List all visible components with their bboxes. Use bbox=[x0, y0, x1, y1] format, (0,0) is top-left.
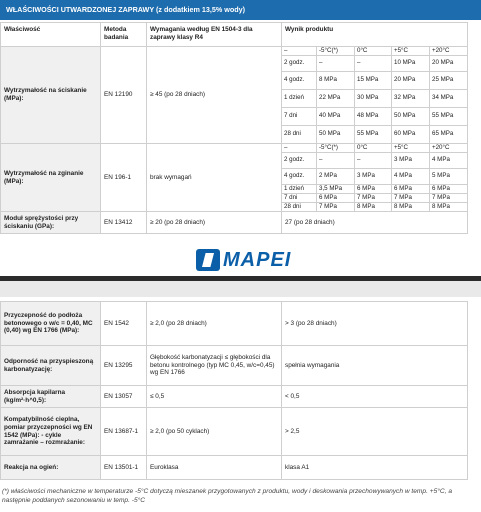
value-cell: 60 MPa bbox=[392, 126, 430, 144]
time-cell: 4 godz. bbox=[282, 72, 317, 90]
value-cell: 10 MPa bbox=[392, 56, 430, 72]
requirement-carbonation: Głębokość karbonatyzacji ≤ głębokości dla betonu kontrolnego (typ MC 0,45, w/c=0,45) wg EN 1766 bbox=[147, 346, 282, 386]
value-cell: 5 MPa bbox=[430, 169, 468, 185]
time-cell: 2 godz. bbox=[282, 56, 317, 72]
result-thermal: > 2,5 bbox=[282, 408, 468, 456]
temp-cell: +20°C bbox=[430, 144, 468, 153]
footnote: (*) właściwości mechaniczne w temperaturze -5°C dotyczą mieszanek przygotowanych z produktu, wody i deskowania przechowywanych w temp. +5°C, a następnie poddanych sezonowaniu w temp. -5°C bbox=[2, 488, 452, 504]
value-cell: – bbox=[355, 56, 392, 72]
value-cell: 6 MPa bbox=[317, 194, 355, 203]
value-cell: 3 MPa bbox=[355, 169, 392, 185]
temp-cell: -5°C(*) bbox=[317, 47, 355, 56]
value-cell: – bbox=[355, 153, 392, 169]
col-header-requirement: Wymagania według EN 1504-3 dla zaprawy klasy R4 bbox=[147, 23, 282, 47]
time-cell: 1 dzień bbox=[282, 90, 317, 108]
value-cell: – bbox=[317, 56, 355, 72]
temp-cell: -5°C(*) bbox=[317, 144, 355, 153]
value-cell: 30 MPa bbox=[355, 90, 392, 108]
value-cell: 4 MPa bbox=[430, 153, 468, 169]
property-adhesion: Przyczepność do podłoża betonowego o w/c = 0,40, MC (0,40) wg EN 1766 (MPa): bbox=[1, 302, 101, 346]
result-adhesion: > 3 (po 28 dniach) bbox=[282, 302, 468, 346]
col-header-property: Właściwość bbox=[1, 23, 101, 47]
value-cell: 7 MPa bbox=[392, 194, 430, 203]
requirement-capillary: ≤ 0,5 bbox=[147, 386, 282, 408]
mapei-logo-text: MAPEI bbox=[223, 249, 292, 271]
value-cell: 8 MPa bbox=[355, 203, 392, 212]
mapei-logo-mark-icon bbox=[196, 249, 220, 271]
property-carbonation: Odporność na przyspieszoną karbonatyzację: bbox=[1, 346, 101, 386]
property-capillary: Absorpcja kapilarna (kg/m²·h^0,5): bbox=[1, 386, 101, 408]
section-header-bar bbox=[0, 0, 481, 20]
property-thermal: Kompatybilność cieplna, pomiar przyczepności wg EN 1542 (MPa): - cykle zamrażanie – rozmrażanie: bbox=[1, 408, 101, 456]
value-cell: 7 MPa bbox=[317, 203, 355, 212]
temp-cell: +5°C bbox=[392, 144, 430, 153]
value-cell: 3,5 MPa bbox=[317, 185, 355, 194]
requirement-thermal: ≥ 2,0 (po 50 cyklach) bbox=[147, 408, 282, 456]
result-carbonation: spełnia wymagania bbox=[282, 346, 468, 386]
value-cell: 6 MPa bbox=[430, 185, 468, 194]
value-cell: 7 MPa bbox=[430, 194, 468, 203]
result-modulus: 27 (po 28 dniach) bbox=[282, 212, 468, 234]
value-cell: – bbox=[317, 153, 355, 169]
temp-cell: 0°C bbox=[355, 47, 392, 56]
value-cell: 32 MPa bbox=[392, 90, 430, 108]
mapei-logo bbox=[196, 248, 291, 272]
value-cell: 48 MPa bbox=[355, 108, 392, 126]
value-cell: 50 MPa bbox=[317, 126, 355, 144]
requirement-compressive: ≥ 45 (po 28 dniach) bbox=[147, 47, 282, 144]
result-capillary: < 0,5 bbox=[282, 386, 468, 408]
result-fire: klasa A1 bbox=[282, 456, 468, 480]
property-flexural: Wytrzymałość na zginanie (MPa): bbox=[1, 144, 101, 212]
value-cell: 20 MPa bbox=[392, 72, 430, 90]
time-cell: 28 dni bbox=[282, 126, 317, 144]
value-cell: 25 MPa bbox=[430, 72, 468, 90]
temp-cell: – bbox=[282, 47, 317, 56]
method-compressive: EN 12190 bbox=[101, 47, 147, 144]
time-cell: 7 dni bbox=[282, 108, 317, 126]
value-cell: 6 MPa bbox=[355, 185, 392, 194]
value-cell: 15 MPa bbox=[355, 72, 392, 90]
value-cell: 3 MPa bbox=[392, 153, 430, 169]
value-cell: 2 MPa bbox=[317, 169, 355, 185]
value-cell: 4 MPa bbox=[392, 169, 430, 185]
requirement-adhesion: ≥ 2,0 (po 28 dniach) bbox=[147, 302, 282, 346]
value-cell: 40 MPa bbox=[317, 108, 355, 126]
temp-cell: +5°C bbox=[392, 47, 430, 56]
value-cell: 8 MPa bbox=[430, 203, 468, 212]
col-header-result: Wynik produktu bbox=[282, 23, 468, 47]
value-cell: 34 MPa bbox=[430, 90, 468, 108]
value-cell: 7 MPa bbox=[355, 194, 392, 203]
page-gap bbox=[0, 281, 481, 297]
time-cell: 4 godz. bbox=[282, 169, 317, 185]
method-modulus: EN 13412 bbox=[101, 212, 147, 234]
property-compressive: Wytrzymałość na ściskanie (MPa): bbox=[1, 47, 101, 144]
value-cell: 6 MPa bbox=[392, 185, 430, 194]
properties-table-continued bbox=[0, 301, 468, 480]
value-cell: 20 MPa bbox=[430, 56, 468, 72]
section-title: WŁAŚCIWOŚCI UTWARDZONEJ ZAPRAWY (z dodatkiem 13,5% wody) bbox=[6, 5, 246, 14]
value-cell: 50 MPa bbox=[392, 108, 430, 126]
temp-cell: – bbox=[282, 144, 317, 153]
value-cell: 8 MPa bbox=[317, 72, 355, 90]
method-carbonation: EN 13295 bbox=[101, 346, 147, 386]
value-cell: 8 MPa bbox=[392, 203, 430, 212]
requirement-modulus: ≥ 20 (po 28 dniach) bbox=[147, 212, 282, 234]
time-cell: 1 dzień bbox=[282, 185, 317, 194]
value-cell: 22 MPa bbox=[317, 90, 355, 108]
value-cell: 55 MPa bbox=[355, 126, 392, 144]
temp-cell: 0°C bbox=[355, 144, 392, 153]
time-cell: 28 dni bbox=[282, 203, 317, 212]
temp-cell: +20°C bbox=[430, 47, 468, 56]
time-cell: 7 dni bbox=[282, 194, 317, 203]
method-adhesion: EN 1542 bbox=[101, 302, 147, 346]
value-cell: 65 MPa bbox=[430, 126, 468, 144]
value-cell: 55 MPa bbox=[430, 108, 468, 126]
logo-area bbox=[0, 246, 481, 276]
property-fire: Reakcja na ogień: bbox=[1, 456, 101, 480]
method-capillary: EN 13057 bbox=[101, 386, 147, 408]
property-modulus: Moduł sprężystości przy ściskaniu (GPa): bbox=[1, 212, 101, 234]
method-fire: EN 13501-1 bbox=[101, 456, 147, 480]
method-flexural: EN 196-1 bbox=[101, 144, 147, 212]
time-cell: 2 godz. bbox=[282, 153, 317, 169]
requirement-flexural: brak wymagań bbox=[147, 144, 282, 212]
col-header-method: Metoda badania bbox=[101, 23, 147, 47]
properties-table bbox=[0, 22, 468, 234]
method-thermal: EN 13687-1 bbox=[101, 408, 147, 456]
requirement-fire: Euroklasa bbox=[147, 456, 282, 480]
